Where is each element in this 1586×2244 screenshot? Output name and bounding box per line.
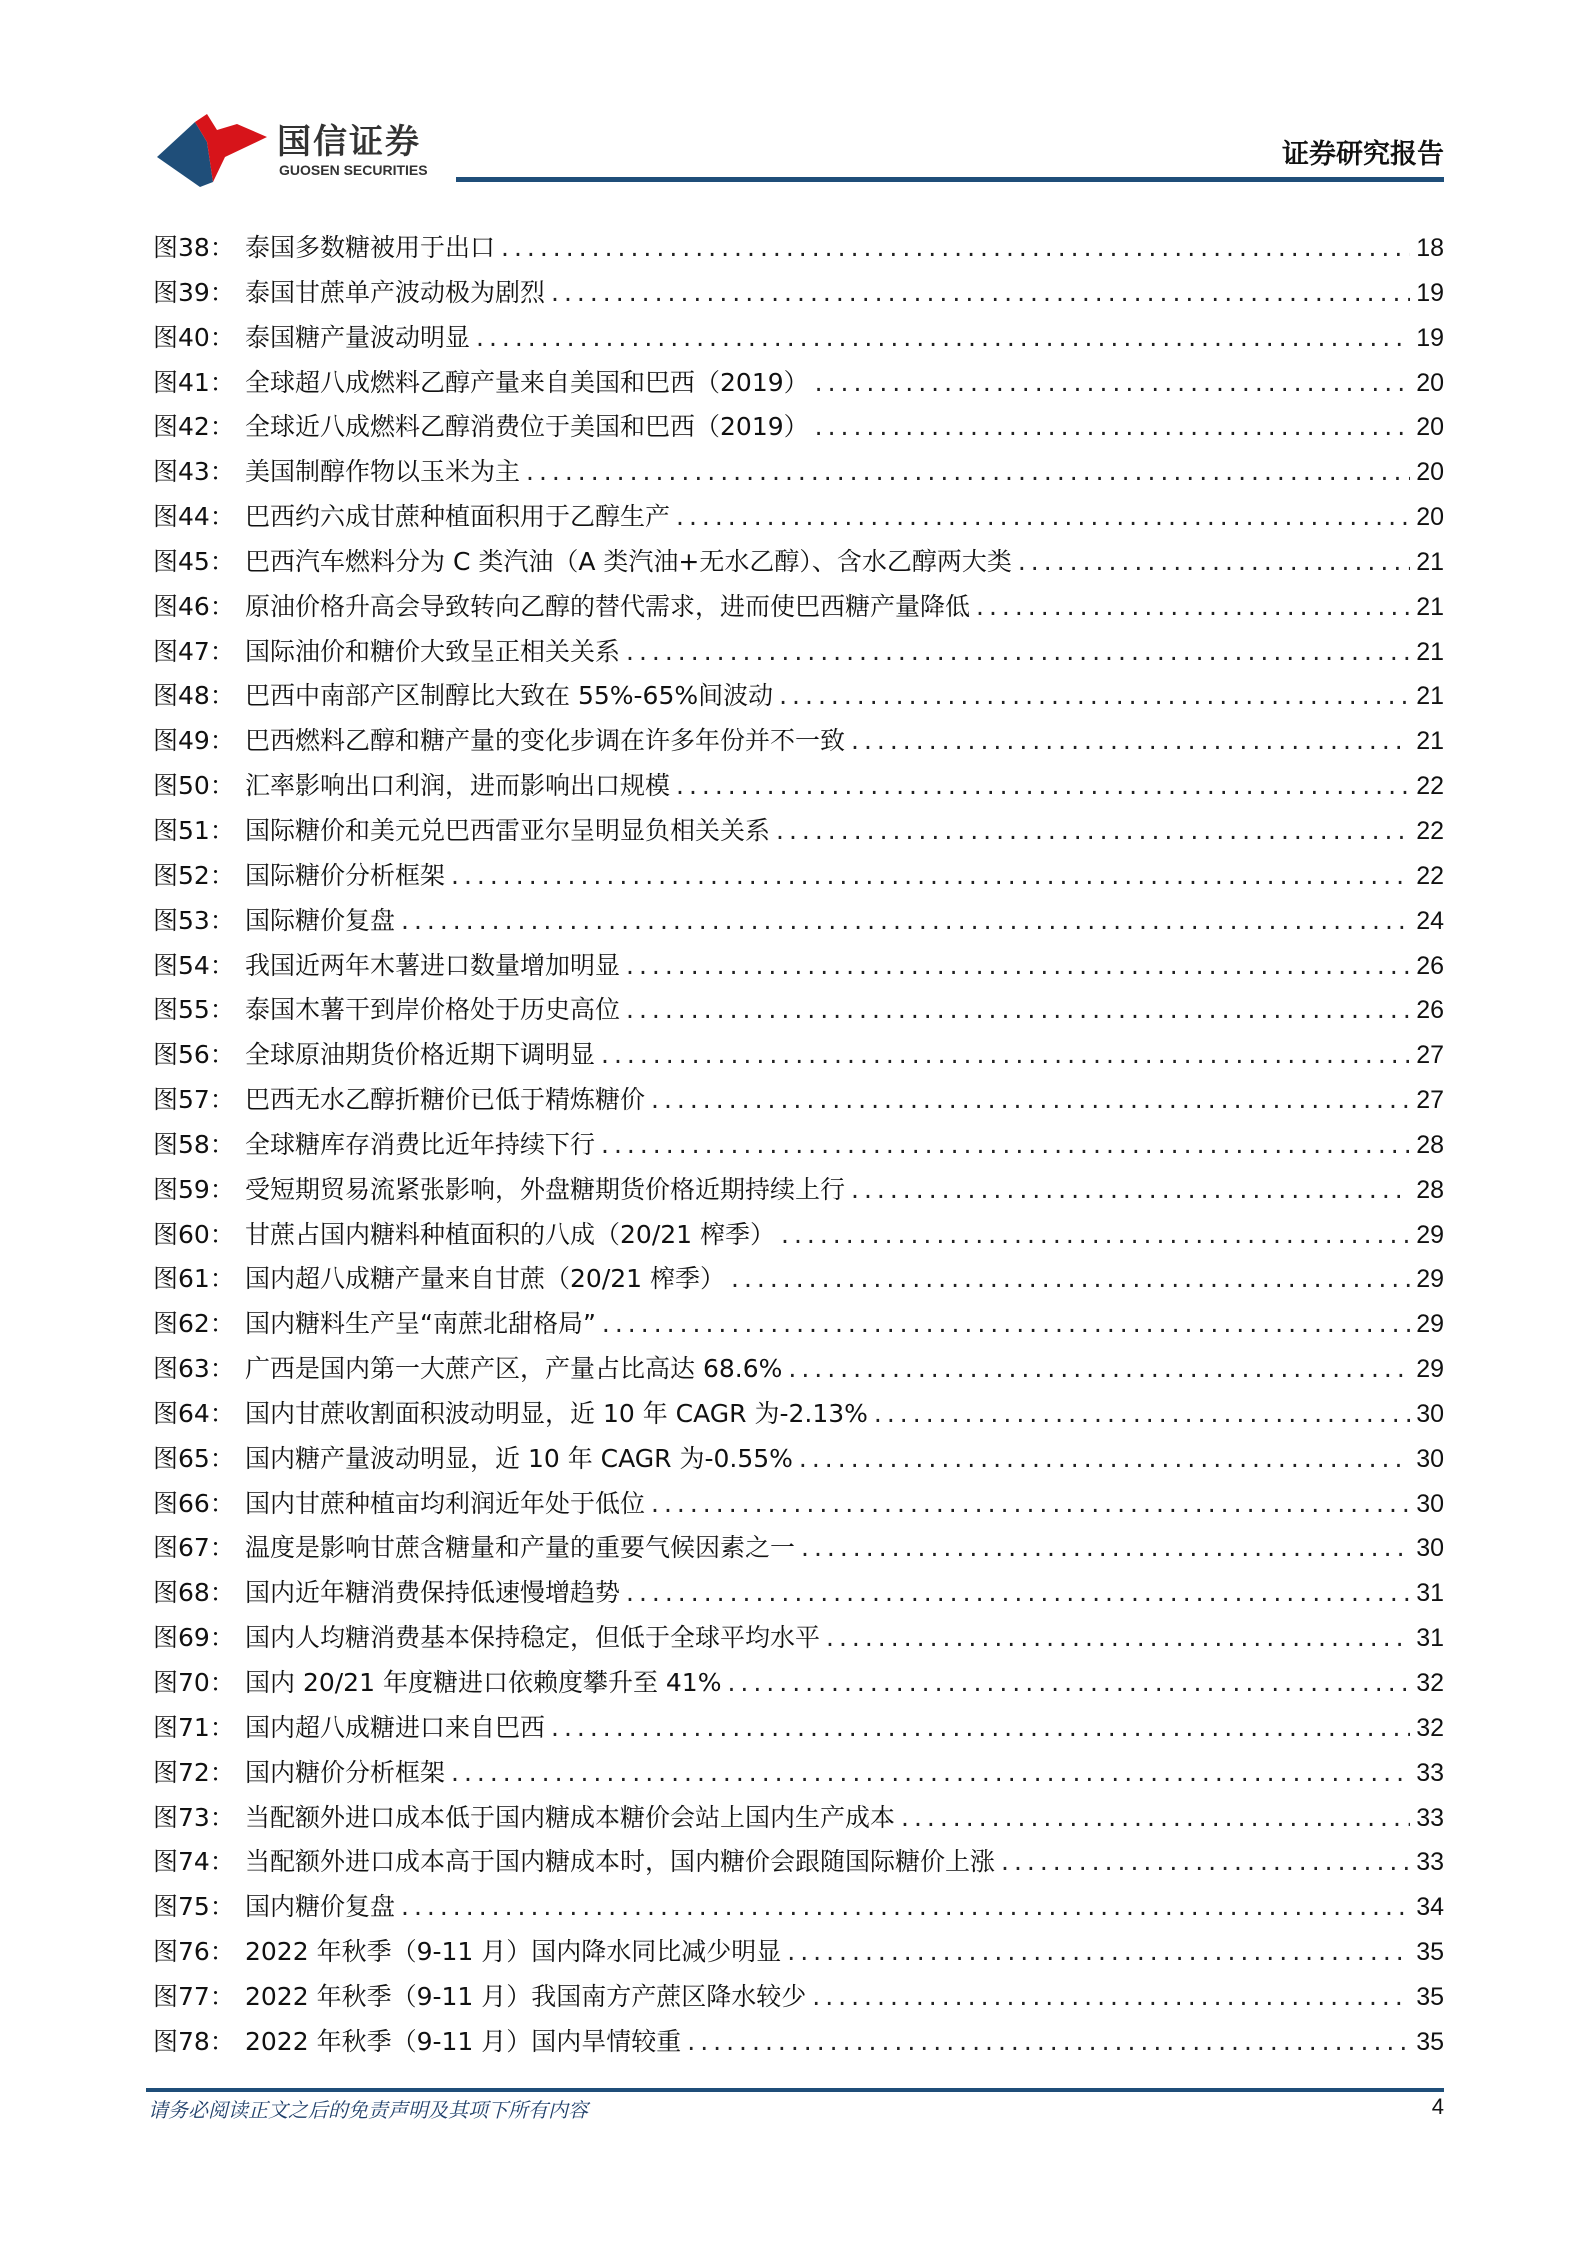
figure-page[interactable]: 27 <box>1416 1086 1444 1115</box>
figure-title[interactable]: 全球糖库存消费比近年持续下行 <box>245 1129 596 1159</box>
figure-page[interactable]: 19 <box>1416 323 1444 352</box>
figure-number: 图46： <box>153 591 235 621</box>
figure-number: 图77： <box>153 1981 235 2011</box>
figure-title[interactable]: 巴西燃料乙醇和糖产量的变化步调在许多年份并不一致 <box>245 726 846 756</box>
figure-title[interactable]: 温度是影响甘蔗含糖量和产量的重要气候因素之一 <box>245 1533 796 1563</box>
toc-entry[interactable] <box>153 1125 1444 1170</box>
dot-leader <box>451 856 1410 896</box>
figure-number: 图69： <box>153 1623 235 1653</box>
figure-title[interactable]: 泰国多数糖被用于出口 <box>245 233 496 262</box>
figure-title[interactable]: 原油价格升高会导致转向乙醇的替代需求，进而使巴西糖产量降低 <box>245 591 971 621</box>
figure-page[interactable]: 29 <box>1416 1220 1444 1249</box>
figure-number: 图39： <box>153 277 235 307</box>
dot-leader <box>781 1215 1410 1255</box>
figure-page[interactable]: 20 <box>1416 368 1444 397</box>
figure-title[interactable]: 泰国糖产量波动明显 <box>245 322 471 352</box>
figure-page[interactable]: 32 <box>1416 1669 1444 1697</box>
figure-page[interactable]: 30 <box>1416 1444 1444 1473</box>
figure-number: 图73： <box>153 1802 235 1832</box>
dot-leader <box>815 407 1411 447</box>
dot-leader <box>687 2022 1410 2062</box>
toc-entry[interactable] <box>153 1035 1444 1080</box>
toc-entry[interactable] <box>153 811 1444 856</box>
figure-number: 图74： <box>153 1847 235 1877</box>
figure-title[interactable]: 国内糖料生产呈“南蔗北甜格局” <box>245 1309 596 1339</box>
dot-leader <box>776 811 1410 851</box>
figure-number: 图78： <box>153 2026 235 2056</box>
toc-entry[interactable] <box>153 1484 1444 1529</box>
figure-title[interactable]: 受短期贸易流紧张影响，外盘糖期货价格近期持续上行 <box>245 1174 846 1204</box>
toc-entry[interactable] <box>153 946 1444 991</box>
toc-entry[interactable] <box>153 856 1444 901</box>
figure-page[interactable]: 22 <box>1416 816 1444 845</box>
dot-leader <box>799 1439 1410 1479</box>
figure-title[interactable]: 巴西无水乙醇折糖价已低于精炼糖价 <box>245 1085 646 1115</box>
toc-entry[interactable] <box>153 1708 1444 1753</box>
figure-title[interactable]: 美国制醇作物以玉米为主 <box>245 457 521 487</box>
figure-number: 图38： <box>153 233 235 262</box>
figure-number: 图62： <box>153 1309 235 1339</box>
figure-number: 图45： <box>153 546 235 576</box>
figure-page[interactable]: 33 <box>1416 1848 1444 1877</box>
figure-number: 图40： <box>153 322 235 352</box>
toc-entry[interactable] <box>153 318 1444 363</box>
figure-number: 图75： <box>153 1892 235 1922</box>
figure-page[interactable]: 31 <box>1416 1624 1444 1653</box>
figure-page[interactable]: 33 <box>1416 1758 1444 1787</box>
toc-entry[interactable] <box>153 273 1444 318</box>
dot-leader <box>874 1394 1410 1434</box>
figure-page[interactable]: 26 <box>1416 951 1444 980</box>
figure-number: 图50： <box>153 771 235 801</box>
figure-number: 图42： <box>153 412 235 442</box>
toc-entry[interactable] <box>153 721 1444 766</box>
toc-entry[interactable] <box>153 1528 1444 1573</box>
dot-leader <box>727 1663 1410 1703</box>
toc-entry[interactable] <box>153 1080 1444 1125</box>
figure-page[interactable]: 19 <box>1416 278 1444 307</box>
footer-divider <box>146 2088 1444 2092</box>
figure-page[interactable]: 21 <box>1416 682 1444 711</box>
figure-page[interactable]: 31 <box>1416 1579 1444 1608</box>
figure-page[interactable]: 33 <box>1416 1803 1444 1832</box>
figure-number: 图47： <box>153 636 235 666</box>
figure-title[interactable]: 巴西约六成甘蔗种植面积用于乙醇生产 <box>245 502 671 532</box>
dot-leader <box>626 1573 1410 1613</box>
figure-title[interactable]: 汇率影响出口利润，进而影响出口规模 <box>245 771 671 801</box>
toc-entry[interactable] <box>153 1349 1444 1394</box>
figure-page[interactable]: 32 <box>1416 1713 1444 1742</box>
toc-entry[interactable] <box>153 1977 1444 2022</box>
figure-page[interactable]: 21 <box>1416 637 1444 666</box>
figure-number: 图51： <box>153 815 235 845</box>
figure-page[interactable]: 28 <box>1416 1130 1444 1159</box>
dot-leader <box>601 1035 1410 1075</box>
figure-title[interactable]: 国际油价和糖价大致呈正相关关系 <box>245 636 621 666</box>
toc-entry[interactable] <box>153 1932 1444 1977</box>
figure-number: 图71： <box>153 1712 235 1742</box>
figure-title[interactable]: 国内糖价分析框架 <box>245 1757 446 1787</box>
dot-leader <box>731 1259 1410 1299</box>
figure-page[interactable]: 29 <box>1416 1355 1444 1384</box>
header-divider <box>456 177 1444 182</box>
figure-number: 图76： <box>153 1937 235 1967</box>
dot-leader <box>676 497 1410 537</box>
footer-disclaimer: 请务必阅读正文之后的免责声明及其项下所有内容 <box>148 2098 588 2122</box>
figure-title[interactable]: 广西是国内第一大蔗产区，产量占比高达 68.6% <box>245 1354 783 1384</box>
toc-entry[interactable] <box>153 1259 1444 1304</box>
figure-title[interactable]: 国内超八成糖产量来自甘蔗（20/21 榨季） <box>245 1264 725 1294</box>
dot-leader <box>526 452 1410 492</box>
figure-page[interactable]: 24 <box>1416 906 1444 935</box>
figure-page[interactable]: 29 <box>1416 1310 1444 1339</box>
toc-entry[interactable] <box>153 990 1444 1035</box>
toc-entry[interactable] <box>153 1663 1444 1708</box>
dot-leader <box>551 273 1410 313</box>
figure-page[interactable]: 20 <box>1416 458 1444 487</box>
dot-leader <box>851 721 1410 761</box>
figure-title[interactable]: 全球原油期货价格近期下调明显 <box>245 1040 596 1070</box>
report-type: 证券研究报告 <box>1282 139 1444 170</box>
toc-entry[interactable] <box>153 676 1444 721</box>
figure-number: 图52： <box>153 860 235 890</box>
figure-page[interactable]: 30 <box>1416 1489 1444 1518</box>
toc-entry[interactable] <box>153 1215 1444 1260</box>
toc-entry[interactable] <box>153 407 1444 452</box>
figure-number: 图56： <box>153 1040 235 1070</box>
figure-title[interactable]: 国内近年糖消费保持低速慢增趋势 <box>245 1578 621 1608</box>
figure-page[interactable]: 27 <box>1416 1041 1444 1070</box>
figure-title[interactable]: 国际糖价分析框架 <box>245 860 446 890</box>
figure-title[interactable]: 甘蔗占国内糖料种植面积的八成（20/21 榨季） <box>245 1219 775 1249</box>
figure-number: 图44： <box>153 502 235 532</box>
figure-title[interactable]: 国内甘蔗种植亩均利润近年处于低位 <box>245 1488 646 1518</box>
figure-page[interactable]: 20 <box>1416 503 1444 532</box>
figure-number: 图54： <box>153 950 235 980</box>
figure-number: 图64： <box>153 1398 235 1428</box>
toc-entry[interactable] <box>153 1170 1444 1215</box>
toc-entry[interactable] <box>153 587 1444 632</box>
figure-title[interactable]: 国内超八成糖进口来自巴西 <box>245 1712 546 1742</box>
toc-entry[interactable] <box>153 1573 1444 1618</box>
figure-number: 图65： <box>153 1443 235 1473</box>
figure-title[interactable]: 全球超八成燃料乙醇产量来自美国和巴西（2019） <box>245 367 809 397</box>
dot-leader <box>779 676 1410 716</box>
figure-page[interactable]: 22 <box>1416 861 1444 890</box>
logo-text-cn: 国信证券 <box>277 122 421 162</box>
dot-leader <box>851 1170 1410 1210</box>
toc-entry[interactable] <box>153 452 1444 497</box>
figure-number: 图66： <box>153 1488 235 1518</box>
figure-number: 图61： <box>153 1264 235 1294</box>
figure-page[interactable]: 35 <box>1416 1982 1444 2011</box>
logo-mark-icon <box>155 112 270 187</box>
toc-entry[interactable] <box>153 1842 1444 1887</box>
figure-title[interactable]: 国际糖价复盘 <box>245 905 396 935</box>
dot-leader <box>601 1125 1410 1165</box>
dot-leader <box>1018 542 1410 582</box>
figure-number: 图63： <box>153 1354 235 1384</box>
figure-title[interactable]: 国内糖产量波动明显，近 10 年 CAGR 为-0.55% <box>245 1443 793 1473</box>
dot-leader <box>501 228 1410 268</box>
figure-title[interactable]: 国际糖价和美元兑巴西雷亚尔呈明显负相关关系 <box>245 815 771 845</box>
dot-leader <box>626 946 1410 986</box>
toc-entry[interactable] <box>153 2022 1444 2067</box>
page-number: 4 <box>1431 2094 1444 2119</box>
dot-leader <box>676 766 1410 806</box>
dot-leader <box>401 1887 1410 1927</box>
figure-title[interactable]: 当配额外进口成本低于国内糖成本糖价会站上国内生产成本 <box>245 1802 896 1832</box>
figure-title[interactable]: 国内 20/21 年度糖进口依赖度攀升至 41% <box>245 1668 722 1697</box>
figure-page[interactable]: 35 <box>1416 2027 1444 2056</box>
figure-title[interactable]: 我国近两年木薯进口数量增加明显 <box>245 950 621 980</box>
dot-leader <box>788 1349 1410 1389</box>
figure-title[interactable]: 巴西汽车燃料分为 C 类汽油（A 类汽油+无水乙醇）、含水乙醇两大类 <box>245 546 1012 576</box>
dot-leader <box>1001 1842 1410 1882</box>
figure-title[interactable]: 2022 年秋季（9-11 月）国内旱情较重 <box>245 2026 682 2056</box>
figure-page[interactable]: 30 <box>1416 1399 1444 1428</box>
toc-entry[interactable] <box>153 1798 1444 1843</box>
figure-table-of-contents <box>153 228 1444 2067</box>
figure-title[interactable]: 泰国甘蔗单产波动极为剧烈 <box>245 277 546 307</box>
figure-number: 图43： <box>153 457 235 487</box>
figure-page[interactable]: 21 <box>1416 547 1444 576</box>
figure-title[interactable]: 2022 年秋季（9-11 月）国内降水同比减少明显 <box>245 1937 782 1967</box>
figure-title[interactable]: 巴西中南部产区制醇比大致在 55%-65%间波动 <box>245 681 774 711</box>
figure-number: 图55： <box>153 995 235 1025</box>
dot-leader <box>826 1618 1410 1658</box>
figure-title[interactable]: 国内糖价复盘 <box>245 1892 396 1922</box>
figure-page[interactable]: 28 <box>1416 1175 1444 1204</box>
figure-title[interactable]: 全球近八成燃料乙醇消费位于美国和巴西（2019） <box>245 412 809 442</box>
figure-page[interactable]: 22 <box>1416 772 1444 801</box>
dot-leader <box>401 901 1410 941</box>
dot-leader <box>626 990 1410 1030</box>
figure-title[interactable]: 2022 年秋季（9-11 月）我国南方产蔗区降水较少 <box>245 1981 807 2011</box>
toc-entry[interactable] <box>153 1439 1444 1484</box>
figure-number: 图72： <box>153 1757 235 1787</box>
dot-leader <box>451 1753 1410 1793</box>
dot-leader <box>812 1977 1410 2017</box>
toc-entry[interactable] <box>153 228 1444 273</box>
figure-title[interactable]: 国内甘蔗收割面积波动明显，近 10 年 CAGR 为-2.13% <box>245 1398 868 1428</box>
dot-leader <box>901 1798 1410 1838</box>
toc-entry[interactable] <box>153 1753 1444 1798</box>
dot-leader <box>651 1080 1410 1120</box>
guosen-logo <box>155 112 445 187</box>
figure-page[interactable]: 34 <box>1416 1893 1444 1922</box>
figure-page[interactable]: 29 <box>1416 1265 1444 1294</box>
figure-number: 图59： <box>153 1174 235 1204</box>
figure-page[interactable]: 26 <box>1416 996 1444 1025</box>
toc-entry[interactable] <box>153 632 1444 677</box>
dot-leader <box>476 318 1410 358</box>
dot-leader <box>976 587 1410 627</box>
toc-entry[interactable] <box>153 1394 1444 1439</box>
figure-number: 图57： <box>153 1085 235 1115</box>
toc-entry[interactable] <box>153 363 1444 408</box>
figure-number: 图53： <box>153 905 235 935</box>
figure-title[interactable]: 当配额外进口成本高于国内糖成本时，国内糖价会跟随国际糖价上涨 <box>245 1847 996 1877</box>
figure-number: 图41： <box>153 367 235 397</box>
toc-entry[interactable] <box>153 901 1444 946</box>
dot-leader <box>551 1708 1410 1748</box>
figure-page[interactable]: 21 <box>1416 592 1444 621</box>
toc-entry[interactable] <box>153 542 1444 587</box>
figure-page[interactable]: 30 <box>1416 1534 1444 1563</box>
figure-title[interactable]: 国内人均糖消费基本保持稳定，但低于全球平均水平 <box>245 1623 821 1653</box>
toc-entry[interactable] <box>153 497 1444 542</box>
figure-page[interactable]: 18 <box>1416 234 1444 262</box>
toc-entry[interactable] <box>153 1887 1444 1932</box>
dot-leader <box>787 1932 1410 1972</box>
figure-number: 图60： <box>153 1219 235 1249</box>
figure-number: 图68： <box>153 1578 235 1608</box>
toc-entry[interactable] <box>153 1304 1444 1349</box>
toc-entry[interactable] <box>153 1618 1444 1663</box>
toc-entry[interactable] <box>153 766 1444 811</box>
figure-page[interactable]: 20 <box>1416 413 1444 442</box>
figure-number: 图58： <box>153 1129 235 1159</box>
logo-text-en: GUOSEN SECURITIES <box>279 162 428 178</box>
figure-number: 图70： <box>153 1668 235 1697</box>
dot-leader <box>602 1304 1410 1344</box>
figure-number: 图67： <box>153 1533 235 1563</box>
dot-leader <box>626 632 1410 672</box>
dot-leader <box>815 363 1411 403</box>
figure-title[interactable]: 泰国木薯干到岸价格处于历史高位 <box>245 995 621 1025</box>
dot-leader <box>651 1484 1410 1524</box>
figure-number: 图49： <box>153 726 235 756</box>
figure-number: 图48： <box>153 681 235 711</box>
dot-leader <box>801 1528 1410 1568</box>
figure-page[interactable]: 21 <box>1416 727 1444 756</box>
figure-page[interactable]: 35 <box>1416 1938 1444 1967</box>
